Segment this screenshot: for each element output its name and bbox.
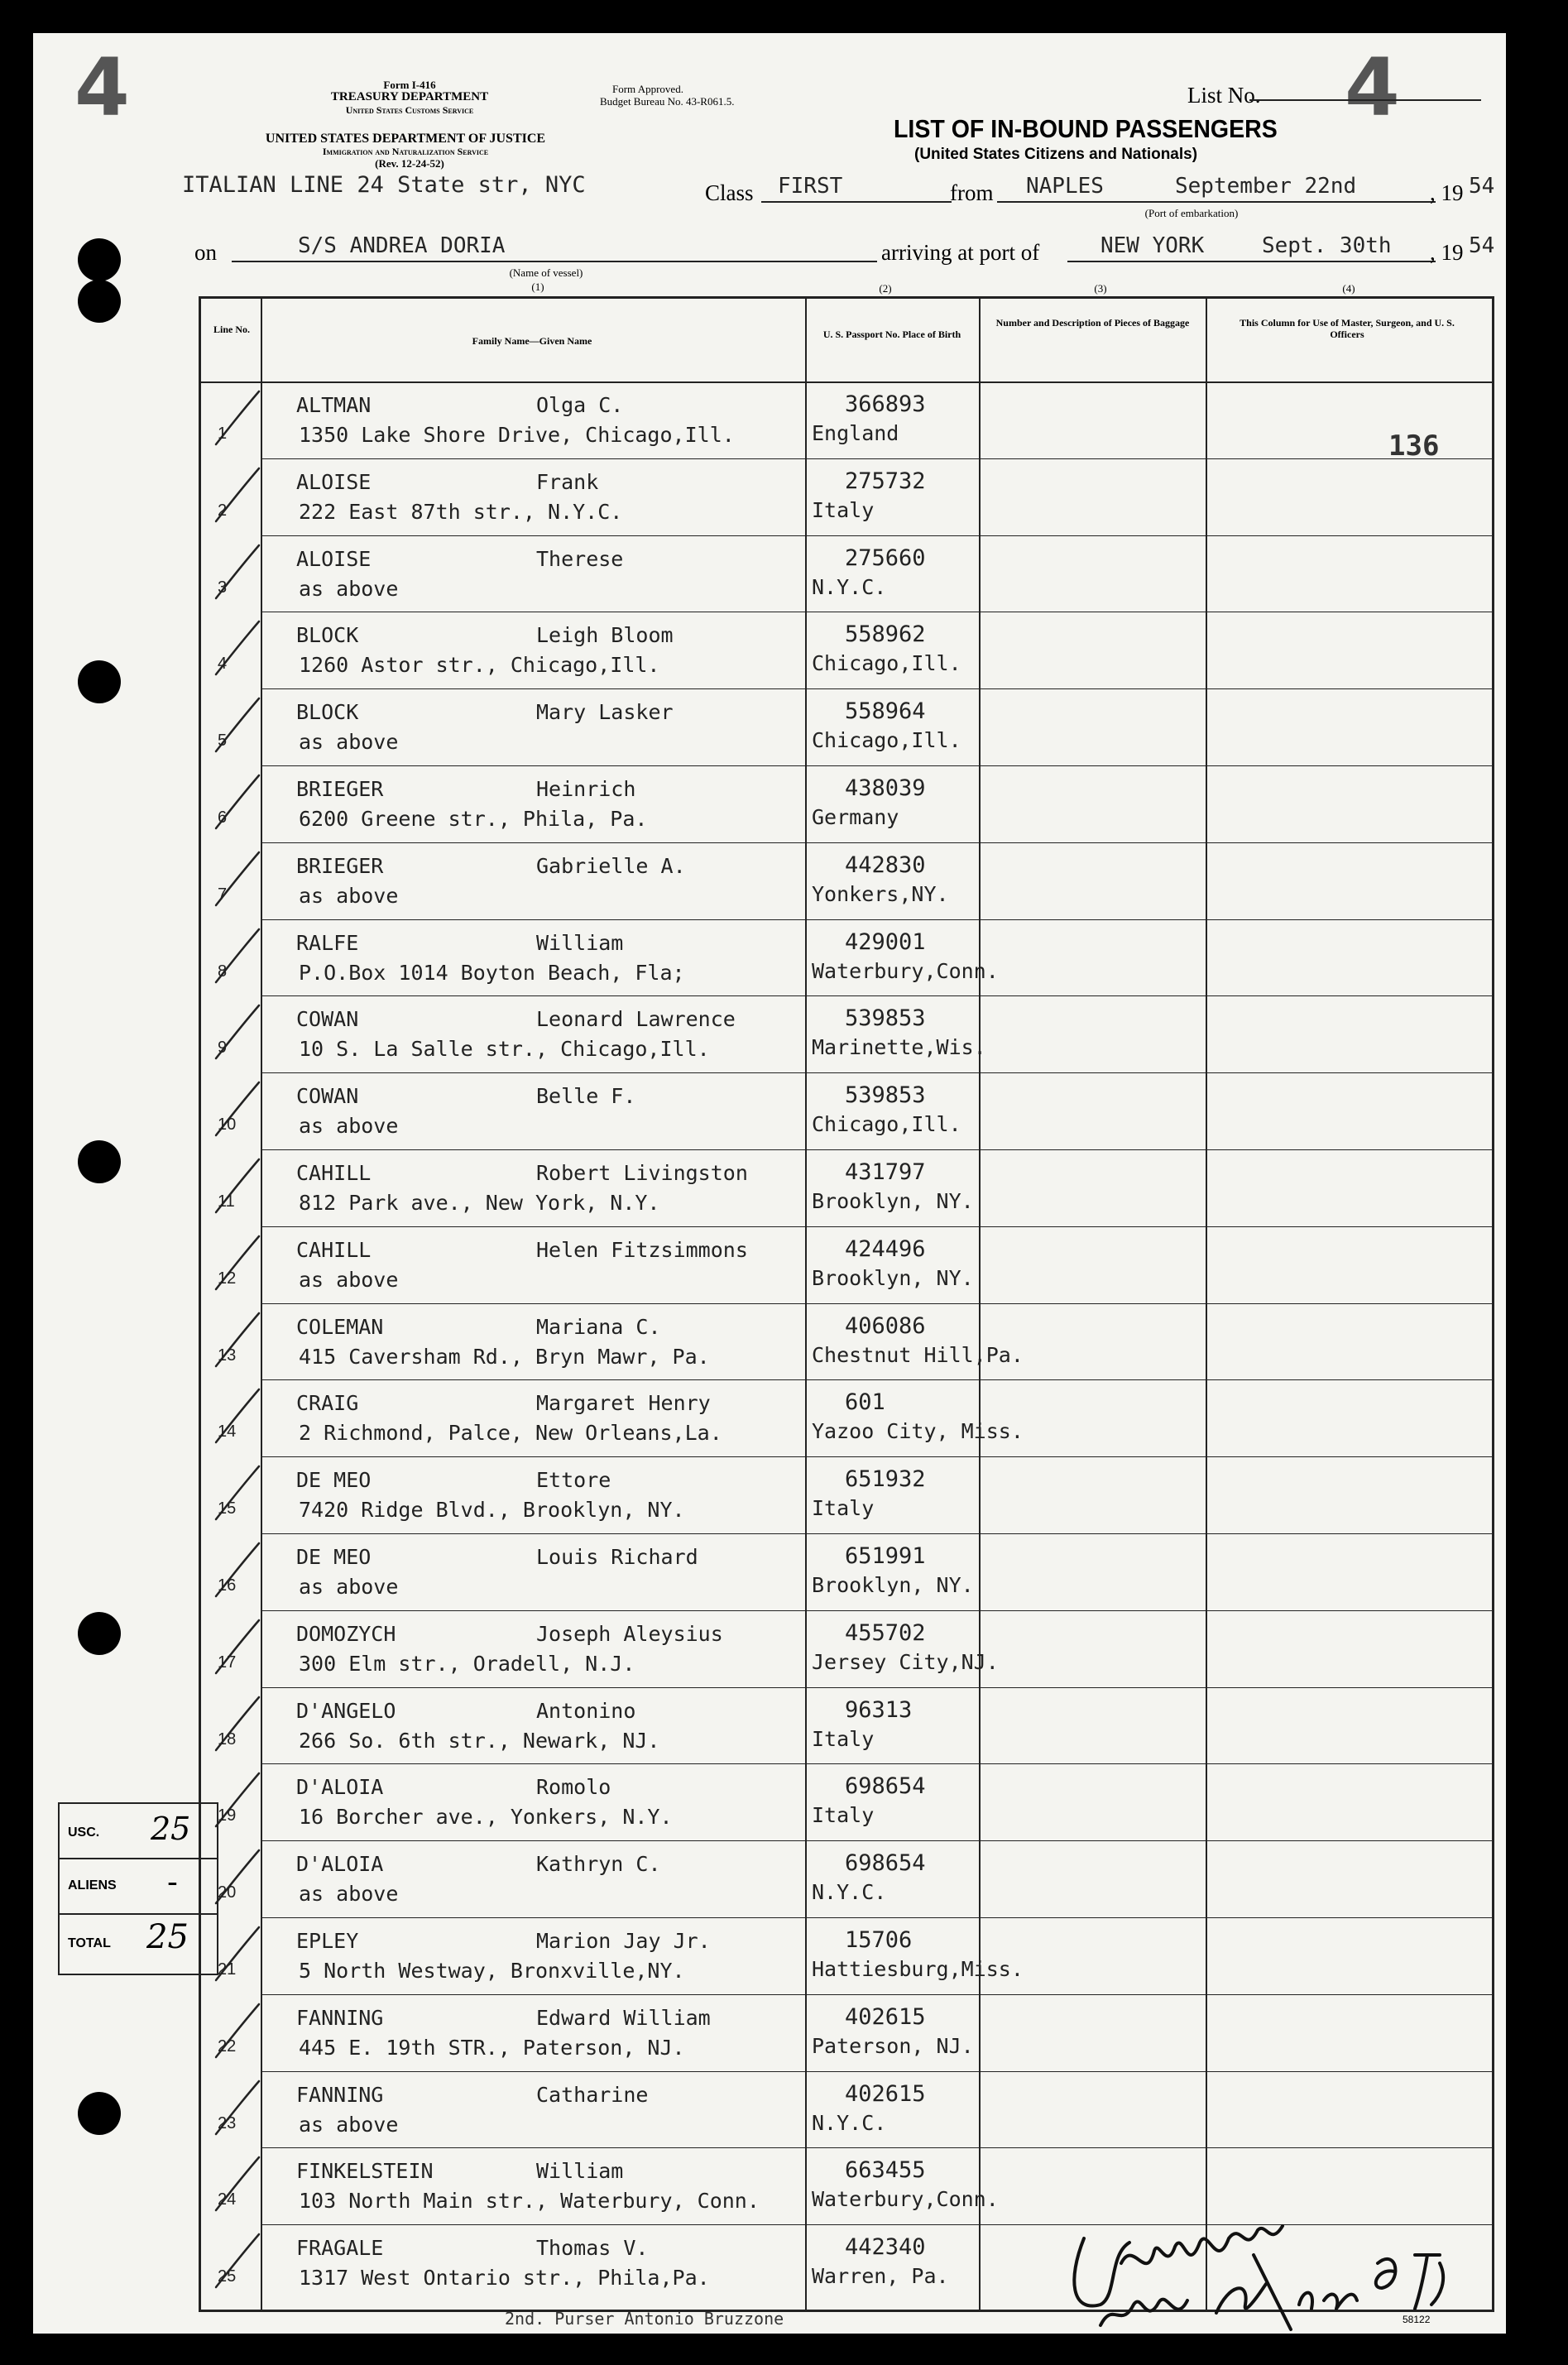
line-number: 14 bbox=[218, 1422, 237, 1442]
place-of-birth: Chicago,Ill. bbox=[812, 651, 961, 676]
binder-hole bbox=[78, 2092, 121, 2135]
passport-number: 442830 bbox=[845, 851, 926, 878]
treasury-department: TREASURY DEPARTMENT bbox=[330, 90, 489, 103]
passport-number: 429001 bbox=[845, 928, 926, 955]
binder-hole bbox=[78, 1612, 121, 1655]
line-number: 6 bbox=[218, 808, 228, 827]
arrival-date: Sept. 30th bbox=[1262, 233, 1392, 258]
passport-number: 438039 bbox=[845, 775, 926, 801]
list-no-label: List No. bbox=[1187, 83, 1261, 108]
given-name: Robert Livingston bbox=[536, 1161, 748, 1185]
arrival-port: NEW YORK bbox=[1100, 233, 1205, 258]
passenger-row bbox=[201, 535, 1492, 612]
passport-number: 442340 bbox=[845, 2234, 926, 2261]
line-number: 17 bbox=[218, 1653, 237, 1672]
given-name: Louis Richard bbox=[536, 1545, 698, 1569]
shipping-line: ITALIAN LINE 24 State str, NYC bbox=[182, 172, 586, 198]
total-value: 25 bbox=[146, 1918, 189, 1956]
place-of-birth: England bbox=[812, 421, 899, 445]
place-of-birth: Jersey City,NJ. bbox=[812, 1649, 999, 1674]
line-number: 4 bbox=[218, 655, 228, 674]
column-header-line-no: Line No. bbox=[213, 324, 250, 335]
vessel-caption: (Name of vessel) bbox=[509, 266, 583, 279]
column-mark-3: (3) bbox=[1094, 282, 1107, 295]
given-name: Therese bbox=[536, 546, 624, 571]
column-header-officers: This Column for Use of Master, Surgeon, and U. S. Officers bbox=[1240, 317, 1455, 340]
address: as above bbox=[299, 576, 399, 601]
passport-number: 406086 bbox=[845, 1312, 926, 1339]
line-number: 15 bbox=[218, 1499, 237, 1518]
class-label: Class bbox=[705, 180, 754, 205]
line-number: 3 bbox=[218, 578, 228, 597]
column-header-passport: U. S. Passport No. Place of Birth bbox=[822, 329, 961, 340]
address: 2 Richmond, Palce, New Orleans,La. bbox=[299, 1421, 722, 1446]
given-name: Heinrich bbox=[536, 777, 636, 801]
family-name: CAHILL bbox=[296, 1161, 372, 1185]
passport-number: 275660 bbox=[845, 544, 926, 571]
place-of-birth: Brooklyn, NY. bbox=[812, 1573, 974, 1597]
address: 1317 West Ontario str., Phila,Pa. bbox=[299, 2266, 710, 2291]
address: 5 North Westway, Bronxville,NY. bbox=[299, 1959, 685, 1983]
family-name: COLEMAN bbox=[296, 1314, 384, 1339]
address: 300 Elm str., Oradell, N.J. bbox=[299, 1651, 635, 1676]
passenger-row bbox=[201, 1456, 1492, 1533]
passport-number: 539853 bbox=[845, 1082, 926, 1109]
family-name: DE MEO bbox=[296, 1468, 372, 1493]
address: as above bbox=[299, 1882, 399, 1907]
given-name: Romolo bbox=[536, 1775, 611, 1800]
passenger-row bbox=[201, 1379, 1492, 1456]
family-name: BLOCK bbox=[296, 623, 359, 648]
place-of-birth: Chestnut Hill,Pa. bbox=[812, 1342, 1024, 1367]
passenger-row bbox=[201, 1072, 1492, 1149]
vessel-name: S/S ANDREA DORIA bbox=[298, 233, 506, 258]
family-name: EPLEY bbox=[296, 1929, 359, 1953]
line-number: 11 bbox=[218, 1192, 235, 1211]
passport-number: 558962 bbox=[845, 621, 926, 648]
address: 10 S. La Salle str., Chicago,Ill. bbox=[299, 1037, 710, 1062]
passenger-table bbox=[199, 296, 1494, 2312]
family-name: D'ALOIA bbox=[296, 1852, 384, 1877]
passenger-row bbox=[201, 458, 1492, 535]
line-number: 20 bbox=[218, 1883, 237, 1902]
family-name: ALOISE bbox=[296, 546, 372, 571]
passenger-row bbox=[201, 919, 1492, 996]
place-of-birth: N.Y.C. bbox=[812, 1880, 887, 1905]
line-number: 1 bbox=[218, 425, 228, 443]
given-name: William bbox=[536, 2159, 624, 2184]
binder-hole bbox=[78, 280, 121, 323]
family-name: D'ANGELO bbox=[296, 1698, 396, 1723]
given-name: Antonino bbox=[536, 1698, 636, 1723]
given-name: Mary Lasker bbox=[536, 700, 674, 725]
passport-number: 558964 bbox=[845, 698, 926, 725]
usc-label: USC. bbox=[68, 1825, 100, 1840]
passport-number: 651991 bbox=[845, 1543, 926, 1569]
place-of-birth: Chicago,Ill. bbox=[812, 1112, 961, 1137]
passenger-row bbox=[201, 1917, 1492, 1994]
place-of-birth: Yazoo City, Miss. bbox=[812, 1419, 1024, 1444]
address: 1350 Lake Shore Drive, Chicago,Ill. bbox=[299, 423, 735, 447]
aliens-value: - bbox=[167, 1864, 178, 1900]
passenger-row bbox=[201, 1994, 1492, 2071]
family-name: BRIEGER bbox=[296, 777, 384, 801]
place-of-birth: Paterson, NJ. bbox=[812, 2033, 974, 2058]
family-name: DE MEO bbox=[296, 1545, 372, 1569]
line-number: 18 bbox=[218, 1729, 237, 1749]
passport-number: 663455 bbox=[845, 2157, 926, 2184]
line-number: 7 bbox=[218, 885, 228, 904]
passport-number: 431797 bbox=[845, 1159, 926, 1185]
from-label: from bbox=[950, 180, 994, 205]
family-name: FANNING bbox=[296, 2082, 384, 2107]
place-of-birth: Yonkers,NY. bbox=[812, 881, 949, 906]
passport-number: 698654 bbox=[845, 1773, 926, 1800]
embarkation-port: NAPLES bbox=[1026, 174, 1104, 199]
family-name: FRAGALE bbox=[296, 2236, 384, 2261]
given-name: Olga C. bbox=[536, 393, 624, 417]
address: 445 E. 19th STR., Paterson, NJ. bbox=[299, 2035, 685, 2060]
given-name: Marion Jay Jr. bbox=[536, 1929, 711, 1953]
line-number: 13 bbox=[218, 1346, 237, 1365]
passport-number: 539853 bbox=[845, 1005, 926, 1032]
place-of-birth: Italy bbox=[812, 1726, 875, 1751]
address: as above bbox=[299, 1267, 399, 1292]
line-number: 24 bbox=[218, 2190, 237, 2209]
place-of-birth: N.Y.C. bbox=[812, 574, 887, 599]
binder-hole bbox=[78, 1140, 121, 1183]
on-label: on bbox=[194, 240, 217, 265]
given-name: Mariana C. bbox=[536, 1314, 661, 1339]
address: as above bbox=[299, 1575, 399, 1599]
address: 1260 Astor str., Chicago,Ill. bbox=[299, 653, 660, 678]
place-of-birth: Warren, Pa. bbox=[812, 2264, 949, 2289]
vessel-underline bbox=[232, 261, 877, 262]
family-name: FANNING bbox=[296, 2005, 384, 2030]
passenger-row bbox=[201, 995, 1492, 1072]
passport-number: 96313 bbox=[845, 1696, 913, 1723]
given-name: Kathryn C. bbox=[536, 1852, 661, 1877]
column-mark-4: (4) bbox=[1342, 282, 1355, 295]
given-name: Joseph Aleysius bbox=[536, 1621, 723, 1646]
purser-name: 2nd. Purser Antonio Bruzzone bbox=[505, 2309, 784, 2329]
passport-number: 402615 bbox=[845, 2080, 926, 2107]
family-name: FINKELSTEIN bbox=[296, 2159, 434, 2184]
list-no-underline bbox=[1249, 99, 1481, 101]
given-name: William bbox=[536, 930, 624, 955]
passenger-row bbox=[201, 765, 1492, 842]
arrival-underline bbox=[1067, 261, 1436, 262]
embarkation-year: 54 bbox=[1469, 174, 1495, 199]
usc-value: 25 bbox=[151, 1811, 191, 1847]
column-header-name: Family Name—Given Name bbox=[472, 335, 592, 347]
list-number-large: 4 bbox=[1345, 41, 1400, 134]
column-mark-1: (1) bbox=[531, 281, 544, 293]
place-of-birth: Italy bbox=[812, 1496, 875, 1521]
address: 7420 Ridge Blvd., Brooklyn, NY. bbox=[299, 1498, 685, 1523]
line-number: 5 bbox=[218, 732, 228, 751]
arrival-year: 54 bbox=[1469, 233, 1495, 258]
place-of-birth: Chicago,Ill. bbox=[812, 728, 961, 753]
given-name: Catharine bbox=[536, 2082, 649, 2107]
family-name: DOMOZYCH bbox=[296, 1621, 396, 1646]
port-caption: (Port of embarkation) bbox=[1144, 207, 1239, 219]
binder-hole bbox=[78, 660, 121, 703]
arrival-year-prefix: , 19 bbox=[1430, 240, 1464, 265]
passenger-row bbox=[201, 1840, 1492, 1917]
address: 103 North Main str., Waterbury, Conn. bbox=[299, 2189, 760, 2214]
address: as above bbox=[299, 883, 399, 908]
line-number: 23 bbox=[218, 2113, 237, 2132]
line-number: 25 bbox=[218, 2267, 237, 2286]
family-name: COWAN bbox=[296, 1007, 359, 1032]
class-underline bbox=[761, 201, 952, 203]
column-header-baggage: Number and Description of Pieces of Baggage bbox=[995, 317, 1190, 329]
place-of-birth: Brooklyn, NY. bbox=[812, 1265, 974, 1290]
form-code: 58122 bbox=[1403, 2314, 1431, 2325]
passport-number: 15706 bbox=[845, 1927, 913, 1953]
line-number: 19 bbox=[218, 1806, 237, 1825]
address: P.O.Box 1014 Boyton Beach, Fla; bbox=[299, 960, 685, 985]
address: 16 Borcher ave., Yonkers, N.Y. bbox=[299, 1805, 673, 1830]
place-of-birth: Hattiesburg,Miss. bbox=[812, 1957, 1024, 1981]
passenger-row bbox=[201, 381, 1492, 458]
address: 6200 Greene str., Phila, Pa. bbox=[299, 807, 648, 831]
place-of-birth: Waterbury,Conn. bbox=[812, 958, 999, 983]
address: 222 East 87th str., N.Y.C. bbox=[299, 499, 623, 524]
given-name: Gabrielle A. bbox=[536, 853, 686, 878]
manifest-page bbox=[33, 33, 1506, 2334]
family-name: CAHILL bbox=[296, 1237, 372, 1262]
line-number: 9 bbox=[218, 1039, 228, 1058]
line-number: 16 bbox=[218, 1576, 237, 1595]
family-name: COWAN bbox=[296, 1084, 359, 1109]
passenger-row bbox=[201, 1687, 1492, 1764]
passenger-row bbox=[201, 1149, 1492, 1226]
column-mark-2: (2) bbox=[879, 282, 892, 295]
passport-number: 366893 bbox=[845, 391, 926, 417]
officer-signature bbox=[1051, 2205, 1481, 2334]
given-name: Edward William bbox=[536, 2005, 711, 2030]
given-name: Leigh Bloom bbox=[536, 623, 674, 648]
passport-number: 601 bbox=[845, 1389, 885, 1416]
place-of-birth: Marinette,Wis. bbox=[812, 1035, 986, 1060]
passenger-row bbox=[201, 1226, 1492, 1303]
revision-date: (Rev. 12-24-52) bbox=[375, 157, 444, 170]
corner-page-number: 4 bbox=[74, 41, 130, 134]
address: as above bbox=[299, 1114, 399, 1139]
form-approved: Form Approved. bbox=[612, 83, 683, 95]
given-name: Leonard Lawrence bbox=[536, 1007, 736, 1032]
line-number: 12 bbox=[218, 1269, 237, 1288]
given-name: Thomas V. bbox=[536, 2236, 649, 2261]
passenger-row bbox=[201, 1763, 1492, 1840]
family-name: ALOISE bbox=[296, 469, 372, 494]
passenger-row bbox=[201, 2071, 1492, 2148]
address: 812 Park ave., New York, N.Y. bbox=[299, 1191, 660, 1215]
family-name: RALFE bbox=[296, 930, 359, 955]
address: 266 So. 6th str., Newark, NJ. bbox=[299, 1728, 660, 1753]
family-name: D'ALOIA bbox=[296, 1775, 384, 1800]
address: 415 Caversham Rd., Bryn Mawr, Pa. bbox=[299, 1344, 710, 1369]
given-name: Margaret Henry bbox=[536, 1391, 711, 1416]
family-name: ALTMAN bbox=[296, 393, 372, 417]
officer-note: 136 bbox=[1388, 429, 1440, 463]
line-number: 8 bbox=[218, 962, 228, 981]
passport-number: 424496 bbox=[845, 1235, 926, 1262]
tally-box bbox=[58, 1802, 218, 1975]
arriving-label: arriving at port of bbox=[881, 240, 1040, 265]
budget-bureau: Budget Bureau No. 43-R061.5. bbox=[600, 95, 735, 108]
passenger-row bbox=[201, 1610, 1492, 1687]
line-number: 22 bbox=[218, 2036, 237, 2056]
form-number: Form I-416 bbox=[383, 79, 436, 91]
place-of-birth: Italy bbox=[812, 497, 875, 522]
passport-number: 402615 bbox=[845, 2003, 926, 2030]
place-of-birth: Italy bbox=[812, 1803, 875, 1828]
passenger-row bbox=[201, 1303, 1492, 1380]
family-name: BRIEGER bbox=[296, 853, 384, 878]
passenger-row bbox=[201, 612, 1492, 688]
passenger-row bbox=[201, 1533, 1492, 1610]
passport-number: 455702 bbox=[845, 1619, 926, 1646]
page-title: LIST OF IN-BOUND PASSENGERS bbox=[894, 114, 1278, 143]
customs-service: United States Customs Service bbox=[345, 104, 474, 116]
passenger-row bbox=[201, 842, 1492, 919]
passport-number: 698654 bbox=[845, 1850, 926, 1877]
place-of-birth: Germany bbox=[812, 805, 899, 829]
given-name: Frank bbox=[536, 469, 599, 494]
place-of-birth: Waterbury,Conn. bbox=[812, 2187, 999, 2212]
line-number: 21 bbox=[218, 1960, 237, 1979]
ins-service: Immigration and Naturalization Service bbox=[322, 146, 489, 157]
passenger-row bbox=[201, 688, 1492, 765]
family-name: CRAIG bbox=[296, 1391, 359, 1416]
from-year-prefix: , 19 bbox=[1430, 180, 1464, 205]
place-of-birth: N.Y.C. bbox=[812, 2110, 887, 2135]
family-name: BLOCK bbox=[296, 700, 359, 725]
place-of-birth: Brooklyn, NY. bbox=[812, 1189, 974, 1213]
given-name: Helen Fitzsimmons bbox=[536, 1237, 748, 1262]
class-value: FIRST bbox=[778, 174, 843, 199]
address: as above bbox=[299, 2112, 399, 2137]
given-name: Ettore bbox=[536, 1468, 611, 1493]
address: as above bbox=[299, 730, 399, 755]
line-number: 10 bbox=[218, 1115, 237, 1135]
line-number: 2 bbox=[218, 501, 228, 520]
department-of-justice: UNITED STATES DEPARTMENT OF JUSTICE bbox=[265, 132, 546, 146]
passport-number: 275732 bbox=[845, 468, 926, 494]
binder-hole bbox=[78, 238, 121, 281]
total-label: TOTAL bbox=[68, 1936, 111, 1950]
embarkation-date: September 22nd bbox=[1175, 174, 1357, 199]
passport-number: 651932 bbox=[845, 1466, 926, 1493]
given-name: Belle F. bbox=[536, 1084, 636, 1109]
aliens-label: ALIENS bbox=[68, 1878, 117, 1892]
from-underline bbox=[997, 201, 1436, 203]
page-subtitle: (United States Citizens and Nationals) bbox=[914, 146, 1198, 163]
